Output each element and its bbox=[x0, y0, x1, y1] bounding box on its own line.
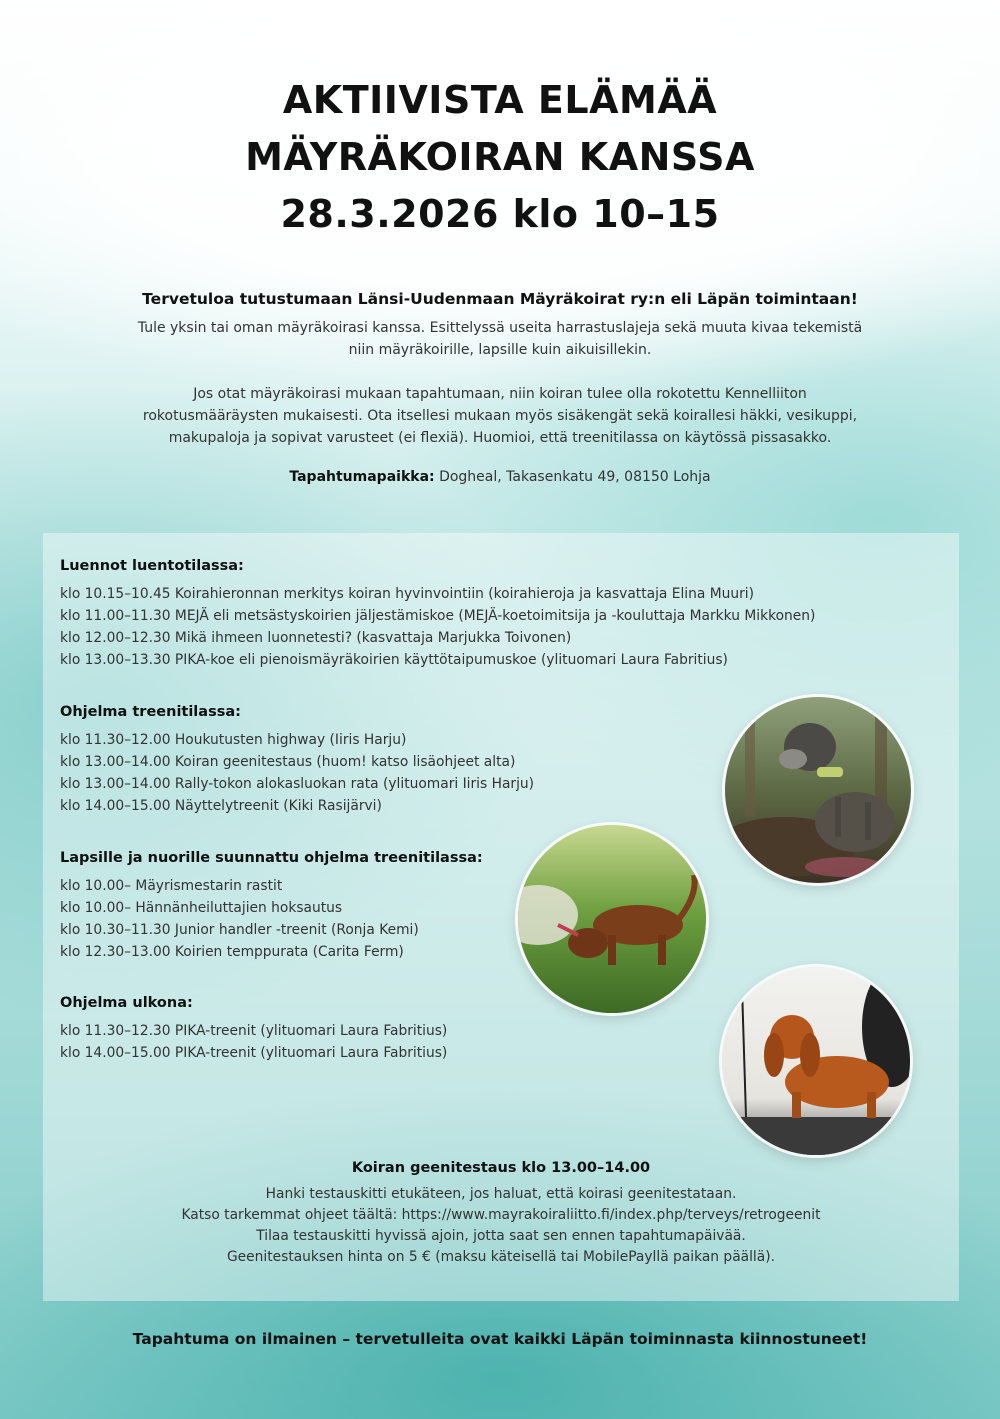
intro-paragraph-1 bbox=[40, 317, 960, 361]
schedule-item: klo 11.00–11.30 MEJÄ eli metsästyskoirien jäljestämiskoe (MEJÄ-koetoimitsija ja -kouluttaja Markku Mikkonen) bbox=[60, 608, 816, 624]
schedule-item: klo 12.00–12.30 Mikä ihmeen luonnetesti? (kasvattaja Marjukka Toivonen) bbox=[60, 630, 572, 646]
title-line-2: MÄYRÄKOIRAN KANSSA bbox=[245, 135, 755, 179]
intro-p1-line: Tule yksin tai oman mäyräkoirasi kanssa. Esittelyssä useita harrastuslajeja sekä muuta kivaa tekemistä bbox=[137, 320, 863, 336]
dog-photo-forest bbox=[725, 697, 911, 883]
intro-heading: Tervetuloa tutustumaan Länsi-Uudenmaan Mäyräkoirat ry:n eli Läpän toimintaan! bbox=[142, 290, 858, 308]
schedule-item: klo 11.30–12.30 PIKA-treenit (ylituomari Laura Fabritius) bbox=[60, 1023, 448, 1039]
gene-test-link-line[interactable]: Katso tarkemmat ohjeet täältä: https://www.mayrakoiraliitto.fi/index.php/terveys/retrogeenit bbox=[181, 1207, 821, 1223]
title-date-line: 28.3.2026 klo 10–15 bbox=[280, 192, 720, 236]
gene-test-line: Geenitestauksen hinta on 5 € (maksu käteisellä tai MobilePayllä paikan päällä). bbox=[226, 1249, 775, 1265]
gene-test-line: Tilaa testauskitti hyvissä ajoin, jotta saat sen ennen tapahtumapäivää. bbox=[256, 1228, 746, 1244]
gene-test-block bbox=[43, 1160, 959, 1268]
schedule-item: klo 12.30–13.00 Koirien temppurata (Carita Ferm) bbox=[60, 944, 404, 960]
kids-heading: Lapsille ja nuorille suunnattu ohjelma treenitilassa: bbox=[60, 850, 483, 866]
schedule-item: klo 13.00–14.00 Koiran geenitestaus (huom! katso lisäohjeet alta) bbox=[60, 754, 516, 770]
gene-test-line: Hanki testauskitti etukäteen, jos haluat, että koirasi geenitestataan. bbox=[265, 1186, 737, 1202]
training-heading: Ohjelma treenitilassa: bbox=[60, 704, 241, 720]
intro-p2-line: makupaloja ja sopivat varusteet (ei flexiä). Huomioi, että treenitilassa on käytössä pissasakko. bbox=[168, 430, 832, 446]
lectures-section bbox=[60, 558, 960, 671]
schedule-item: klo 11.30–12.00 Houkutusten highway (Iiris Harju) bbox=[60, 732, 407, 748]
outdoor-heading: Ohjelma ulkona: bbox=[60, 995, 193, 1011]
event-title bbox=[0, 72, 1000, 243]
dog-photo-grass bbox=[518, 825, 706, 1013]
venue-label: Tapahtumapaikka: bbox=[289, 469, 435, 485]
schedule-item: klo 10.00– Hännänheiluttajien hoksautus bbox=[60, 900, 343, 916]
title-line-1: AKTIIVISTA ELÄMÄÄ bbox=[282, 78, 718, 122]
schedule-item: klo 10.30–11.30 Junior handler -treenit (Ronja Kemi) bbox=[60, 922, 419, 938]
schedule-item: klo 13.00–13.30 PIKA-koe eli pienoismäyräkoirien käyttötaipumuskoe (ylituomari Laura Fabritius) bbox=[60, 652, 728, 668]
footer-note: Tapahtuma on ilmainen – tervetulleita ovat kaikki Läpän toiminnasta kiinnostuneet! bbox=[132, 1330, 868, 1348]
schedule-item: klo 14.00–15.00 PIKA-treenit (ylituomari Laura Fabritius) bbox=[60, 1045, 448, 1061]
intro-p2-line: rokotusmääräysten mukaisesti. Ota itsellesi mukaan myös sisäkengät sekä koirallesi häkki, vesikuppi, bbox=[142, 408, 858, 424]
intro-p1-line: niin mäyräkoirille, lapsille kuin aikuisillekin. bbox=[348, 342, 652, 358]
dog-photo-grooming bbox=[722, 967, 910, 1155]
schedule-item: klo 10.00– Mäyrismestarin rastit bbox=[60, 878, 283, 894]
intro-block bbox=[40, 290, 960, 485]
venue-line bbox=[40, 469, 960, 485]
schedule-item: klo 13.00–14.00 Rally-tokon alokasluokan rata (ylituomari Iiris Harju) bbox=[60, 776, 535, 792]
intro-p2-line: Jos otat mäyräkoirasi mukaan tapahtumaan, niin koiran tulee olla rokotettu Kennelliiton bbox=[193, 386, 807, 402]
schedule-item: klo 10.15–10.45 Koirahieronnan merkitys koiran hyvinvointiin (koirahieroja ja kasvattaja Elina Muuri) bbox=[60, 586, 754, 602]
venue-address: Dogheal, Takasenkatu 49, 08150 Lohja bbox=[434, 469, 711, 485]
lectures-heading: Luennot luentotilassa: bbox=[60, 558, 244, 574]
schedule-item: klo 14.00–15.00 Näyttelytreenit (Kiki Rasijärvi) bbox=[60, 798, 382, 814]
gene-test-heading: Koiran geenitestaus klo 13.00–14.00 bbox=[351, 1160, 651, 1176]
intro-paragraph-2 bbox=[40, 383, 960, 449]
